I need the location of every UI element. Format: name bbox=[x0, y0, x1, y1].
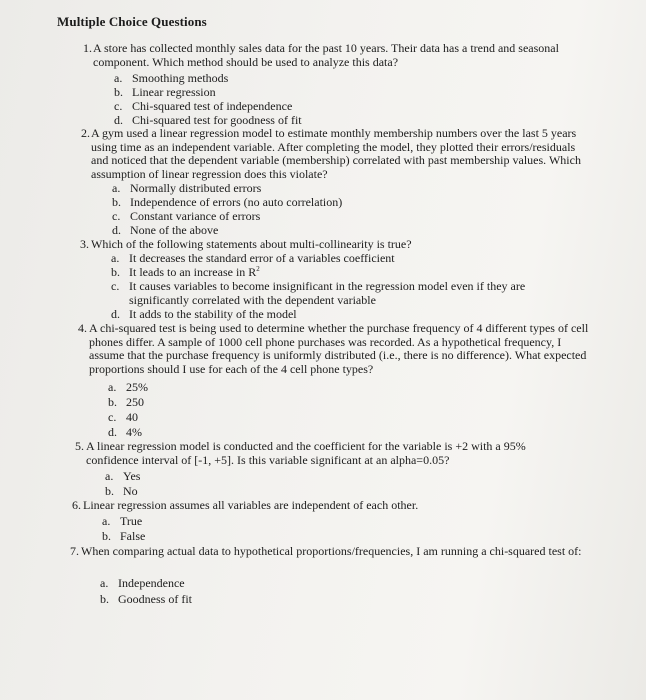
option-letter: b. bbox=[102, 529, 111, 543]
question-5-option-b bbox=[105, 485, 138, 499]
question-1-option-b bbox=[114, 86, 216, 100]
question-number: 4. bbox=[78, 321, 87, 335]
question-2-option-b bbox=[112, 196, 342, 210]
option-letter: b. bbox=[112, 195, 121, 209]
question-number: 1. bbox=[83, 41, 92, 55]
question-text: A store has collected monthly sales data for the past 10 years. Their data has a trend and seasonal component. Which method should be used to analyze this data? bbox=[93, 41, 559, 69]
question-4-option-c bbox=[108, 411, 138, 425]
option-letter: a. bbox=[111, 251, 120, 265]
option-text: Linear regression bbox=[132, 85, 216, 99]
option-text: 25% bbox=[126, 380, 148, 394]
question-4-option-d bbox=[108, 426, 142, 440]
option-letter: c. bbox=[112, 209, 121, 223]
option-text: False bbox=[120, 529, 146, 543]
option-letter: d. bbox=[108, 425, 117, 439]
question-6-option-a bbox=[102, 515, 142, 529]
question-4 bbox=[67, 322, 597, 376]
option-letter: b. bbox=[100, 592, 109, 606]
question-3-option-d bbox=[111, 308, 297, 322]
question-2-option-c bbox=[112, 210, 260, 224]
option-text: 40 bbox=[126, 410, 138, 424]
option-text: Chi-squared test for goodness of fit bbox=[132, 113, 302, 127]
question-text: When comparing actual data to hypothetical proportions/frequencies, I am running a chi-squared test of: bbox=[81, 544, 582, 558]
option-text: It decreases the standard error of a variables coefficient bbox=[129, 251, 395, 265]
question-text: A linear regression model is conducted and the coefficient for the variable is +2 with a 95% confidence interval of [-1, +5]. Is this variable significant at an alpha=0.05? bbox=[86, 439, 526, 467]
question-2 bbox=[70, 127, 580, 181]
option-text: 250 bbox=[126, 395, 144, 409]
option-text: It causes variables to become insignificant in the regression model even if they are significantly correlated with the dependent variable bbox=[129, 279, 526, 307]
question-1-option-a bbox=[114, 72, 228, 86]
option-text bbox=[129, 266, 260, 280]
question-3-option-a bbox=[111, 252, 395, 266]
question-text: Which of the following statements about multi-collinearity is true? bbox=[91, 237, 412, 251]
option-letter: a. bbox=[114, 71, 123, 85]
option-text: 4% bbox=[126, 425, 142, 439]
option-letter: b. bbox=[105, 484, 114, 498]
question-number: 7. bbox=[70, 544, 79, 558]
option-letter: b. bbox=[108, 395, 117, 409]
option-text: Goodness of fit bbox=[118, 592, 192, 606]
option-letter: c. bbox=[114, 99, 123, 113]
question-1-option-c bbox=[114, 100, 292, 114]
option-letter: b. bbox=[114, 85, 123, 99]
option-letter: a. bbox=[100, 576, 109, 590]
option-letter: a. bbox=[102, 514, 111, 528]
question-7-option-a bbox=[100, 577, 185, 591]
question-7 bbox=[59, 545, 619, 559]
option-text: True bbox=[120, 514, 143, 528]
superscript-two: 2 bbox=[256, 265, 260, 273]
option-text: Independence bbox=[118, 576, 185, 590]
option-letter: d. bbox=[112, 223, 121, 237]
option-text: Smoothing methods bbox=[132, 71, 229, 85]
option-text: No bbox=[123, 484, 138, 498]
question-6 bbox=[61, 499, 581, 513]
option-text: Independence of errors (no auto correlation) bbox=[130, 195, 343, 209]
option-text: None of the above bbox=[130, 223, 219, 237]
question-text: A chi-squared test is being used to determine whether the purchase frequency of 4 different types of cell phones differ. A sample of 1000 cell phone purchases was recorded. As a hypothetical frequency, I assume that the purchase frequency is uniformly distributed (i.e., there is no difference). What expected proportions should I use for each of the 4 cell phone types? bbox=[89, 321, 589, 376]
option-letter: a. bbox=[108, 380, 117, 394]
option-letter: c. bbox=[111, 279, 120, 293]
question-3-option-c bbox=[111, 280, 569, 307]
question-7-option-b bbox=[100, 593, 192, 607]
option-text: It adds to the stability of the model bbox=[129, 307, 297, 321]
option-letter: a. bbox=[112, 181, 121, 195]
question-4-option-a bbox=[108, 381, 148, 395]
question-number: 2. bbox=[81, 126, 90, 140]
question-number: 6. bbox=[72, 498, 81, 512]
option-letter: d. bbox=[114, 113, 123, 127]
question-number: 3. bbox=[80, 237, 89, 251]
option-letter: c. bbox=[108, 410, 117, 424]
option-text-main: It leads to an increase in R bbox=[129, 265, 257, 279]
option-text: Normally distributed errors bbox=[130, 181, 262, 195]
question-3-option-b bbox=[111, 266, 260, 280]
question-2-option-d bbox=[112, 224, 218, 238]
option-text: Yes bbox=[123, 469, 141, 483]
option-letter: b. bbox=[111, 265, 120, 279]
option-letter: a. bbox=[105, 469, 114, 483]
option-text: Chi-squared test of independence bbox=[132, 99, 293, 113]
question-text: Linear regression assumes all variables are independent of each other. bbox=[83, 498, 419, 512]
question-3 bbox=[69, 238, 579, 252]
question-number: 5. bbox=[75, 439, 84, 453]
question-5 bbox=[64, 440, 584, 467]
question-1 bbox=[72, 42, 582, 69]
question-5-option-a bbox=[105, 470, 140, 484]
option-text: Constant variance of errors bbox=[130, 209, 261, 223]
question-2-option-a bbox=[112, 182, 261, 196]
question-text: A gym used a linear regression model to estimate monthly membership numbers over the last 5 years using time as an independent variable. After completing the model, they plotted their errors/residuals and noticed that the dependent variable (membership) correlated with past membership values. Which assumption of linear regression does this violate? bbox=[91, 126, 581, 181]
question-4-option-b bbox=[108, 396, 144, 410]
page-title: Multiple Choice Questions bbox=[57, 14, 207, 29]
question-6-option-b bbox=[102, 530, 145, 544]
option-letter: d. bbox=[111, 307, 120, 321]
